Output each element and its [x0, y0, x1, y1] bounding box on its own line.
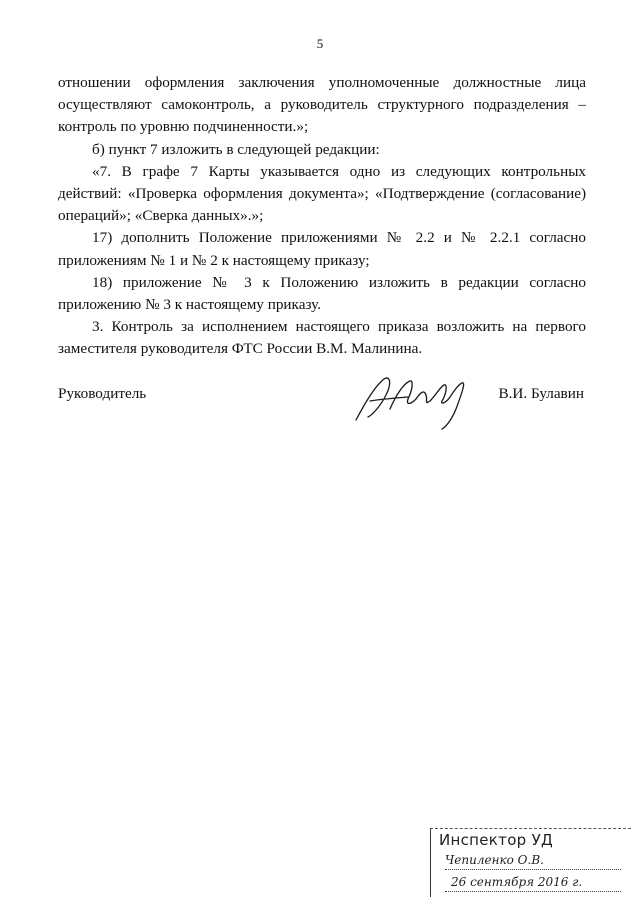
document-body	[58, 72, 586, 361]
paragraph-item-7-text: «7. В графе 7 Карты указывается одно из следующих контрольных действий: «Проверка оформления документа»; «Подтверждение (согласование) операций»; «Сверка данных».»;	[58, 162, 586, 225]
page-number: 5	[316, 36, 324, 51]
paragraph-subpoint-b: б) пункт 7 изложить в следующей редакции:	[92, 140, 380, 158]
paragraph-item-17: 17) дополнить Положение приложениями № 2.2 и № 2.2.1 согласно приложениям № 1 и № 2 к настоящему приказу;	[58, 229, 586, 269]
inspector-stamp	[430, 828, 631, 897]
handwritten-signature	[350, 365, 480, 435]
paragraph-continuation: отношении оформления заключения уполномоченные должностные лица осуществляют самоконтроль, а руководитель структурного подразделения – контроль по уровню подчиненности.»;	[58, 74, 586, 136]
stamp-handwritten-date: 26 сентября 2016 г.	[451, 875, 583, 889]
signatory-position: Руководитель	[58, 385, 147, 402]
signatory-name: В.И. Булавин	[498, 385, 584, 402]
stamp-handwritten-name: Чепиленко О.В.	[445, 853, 544, 867]
stamp-title: Инспектор УД	[439, 831, 554, 849]
paragraph-point-3: 3. Контроль за исполнением настоящего приказа возложить на первого заместителя руководителя ФТС России В.М. Малинина.	[58, 318, 586, 358]
stamp-date-underline	[445, 891, 621, 892]
stamp-name-underline	[445, 869, 621, 870]
paragraph-item-18: 18) приложение № 3 к Положению изложить в редакции согласно приложению № 3 к настоящему приказу.	[58, 273, 586, 314]
